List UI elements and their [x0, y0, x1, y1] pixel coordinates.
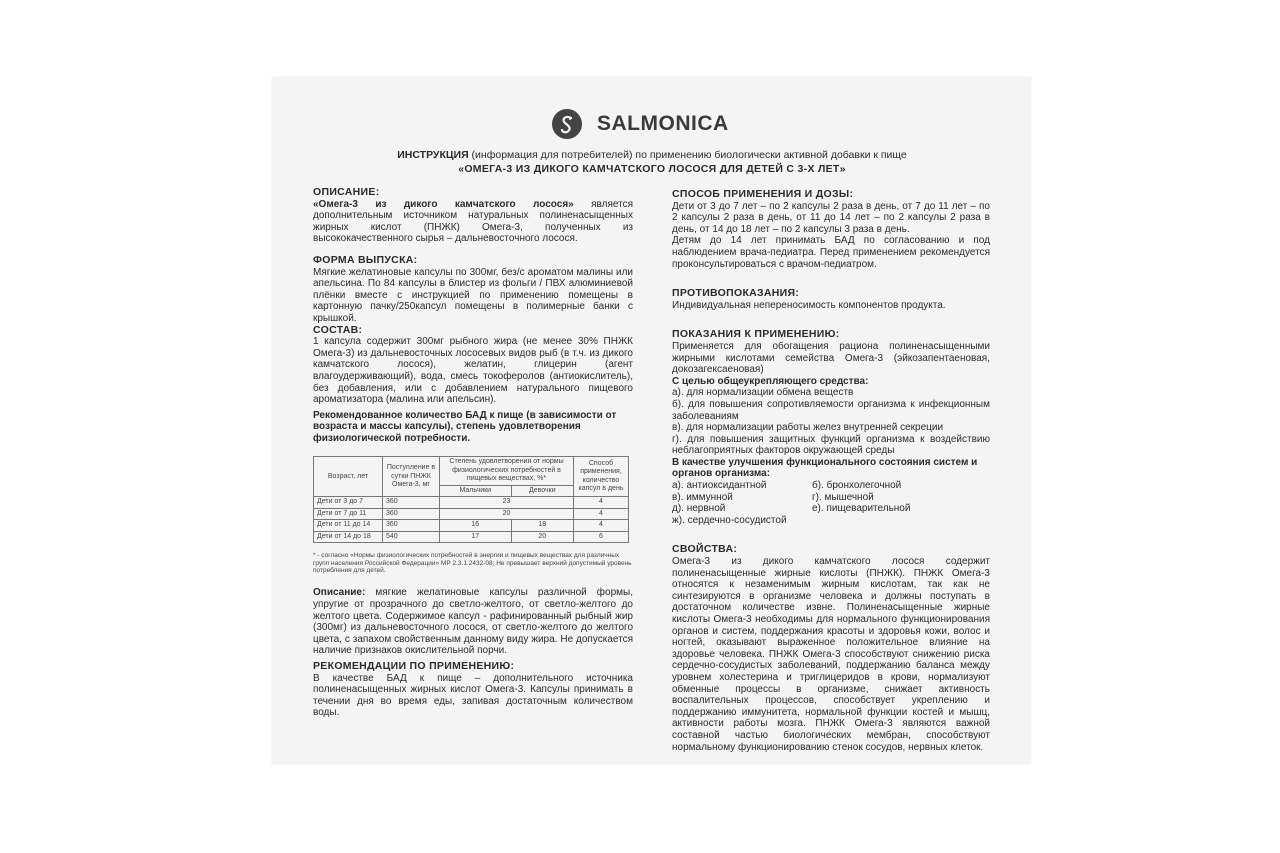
description-bold: «Омега-3 из дикого камчатского лосося» — [313, 198, 574, 210]
cell-girls: 20 — [511, 531, 573, 543]
recommended-heading: Рекомендованное количество БАД к пище (в зависимости от возраста и массы капсулы), степень удовлетворения физиологической потребности. — [313, 409, 617, 444]
description-rest: является дополнительным источником натуральных полиненасыщенных жирных кислот (ПНЖК) Омега-3, полученных из высококачественного сырья – дальневосточного лосося. — [313, 198, 633, 245]
capsule-description-rest: мягкие желатиновые капсулы различной формы, упругие от прозрачного до светло-желтого, от светло-желтого до желтого цвета. Содержимое капсул - рафинированный рыбный жир (300мг) из дальневосточного лосося, от светло-желтого до желтого цвета, с запахом свойственным данному виду жира. Не допускается наличие признаков окислительной порчи. — [313, 587, 633, 657]
cell-intake: 360 — [383, 520, 440, 532]
th-boys: Мальчики — [440, 485, 512, 497]
organ-row — [672, 492, 990, 504]
cell-percent: 20 — [440, 508, 574, 520]
salmonica-logo-icon — [552, 109, 582, 139]
cell-intake: 360 — [383, 497, 440, 509]
organ-item: в). иммунной — [672, 491, 733, 503]
organ-item: а). антиоксидантной — [672, 480, 767, 492]
organ-item: е). пищеварительной — [812, 503, 911, 515]
left-column — [313, 187, 633, 719]
header-rest: (информация для потребителей) по применению биологически активной добавки к пище — [468, 149, 907, 161]
list-item: в). для нормализации работы желез внутренней секреции — [672, 422, 944, 434]
recommendations-text: В качестве БАД к пище – дополнительного источника полиненасыщенных жирных кислот Омега-3. Капсулы принимать в течении дня во время еды, запивая достаточным количеством воды. — [313, 672, 633, 719]
th-degree: Степень удовлетворения от нормы физиологических потребностей в пищевых веществах, %* — [440, 457, 574, 486]
organ-row — [672, 480, 990, 492]
dose-table — [313, 456, 629, 543]
cell-percent: 23 — [440, 497, 574, 509]
brand-logo — [552, 108, 729, 140]
cell-age: Дети от 7 до 11 — [314, 508, 383, 520]
composition-title: СОСТАВ: — [313, 323, 363, 336]
cell-boys: 17 — [440, 531, 512, 543]
recommendations-title: РЕКОМЕНДАЦИИ ПО ПРИМЕНЕНИЮ: — [313, 660, 515, 673]
table-row — [314, 497, 629, 509]
cell-caps: 4 — [574, 520, 629, 532]
capsule-description-bold: Описание: — [313, 587, 366, 599]
cell-age: Дети от 3 до 7 — [314, 497, 383, 509]
organ-item: ж). сердечно-сосудистой — [672, 514, 787, 526]
header-bold: ИНСТРУКЦИЯ — [397, 149, 469, 161]
th-girls: Девочки — [511, 485, 573, 497]
organ-item: г). мышечной — [812, 491, 874, 503]
list-item: а). для нормализации обмена веществ — [672, 387, 854, 399]
cell-boys: 16 — [440, 520, 512, 532]
cell-caps: 6 — [574, 531, 629, 543]
th-age: Возраст, лет — [314, 457, 383, 497]
dose-title: СПОСОБ ПРИМЕНЕНИЯ И ДОЗЫ: — [672, 188, 854, 200]
dose-text: Дети от 3 до 7 лет – по 2 капсулы 2 раза в день, от 7 до 11 лет – по 2 капсулы 2 раза в день, от 11 до 14 лет – по 2 капсулы 2 раза в день, от 14 до 18 лет – по 2 капсулы 3 раза в день. — [672, 200, 990, 235]
instruction-sheet — [272, 77, 1031, 764]
table-row — [314, 531, 629, 543]
instruction-header — [312, 149, 992, 162]
indications-text: Применяется для обогащения рациона полиненасыщенными жирными кислотами семейства Омега-3 (эйкозапентаеновая, докозагексаеновая) — [672, 340, 990, 376]
indications-title: ПОКАЗАНИЯ К ПРИМЕНЕНИЮ: — [672, 328, 840, 341]
organ-row — [672, 503, 990, 515]
indications-sub1: С целью общеукрепляющего средства: — [672, 375, 869, 387]
organ-item: б). бронхолегочной — [812, 480, 902, 492]
table-row — [314, 520, 629, 532]
cell-intake: 540 — [383, 531, 440, 543]
brand-name: SALMONICA — [597, 112, 729, 135]
organ-row — [672, 515, 990, 527]
list-item: б). для повышения сопротивляемости организма к инфекционным заболеваниям — [672, 398, 990, 422]
capsule-description — [313, 587, 633, 657]
contraindications-title: ПРОТИВОПОКАЗАНИЯ: — [672, 287, 800, 300]
table-footnote: * - согласно «Нормы физиологических потребностей в энергии и пищевых веществах для различных групп населения Российской Федерации» МР 2.3.1.2432-08; Не превышает верхний допустимый уровень потребления для детей. — [313, 552, 632, 575]
cell-caps: 4 — [574, 497, 629, 509]
cell-intake: 360 — [383, 508, 440, 520]
th-method: Способ применения, количество капсул в день — [574, 457, 629, 497]
table-row — [314, 508, 629, 520]
organ-item: д). нервной — [672, 503, 726, 515]
properties-text: Омега-3 из дикого камчатского лосося содержит полиненасыщенные жирные кислоты (ПНЖК). ПНЖК Омега-3 относятся к незаменимым жирным кислотам, так как не синтезируются в организме человека и должны поступать в достаточном количестве извне. Полиненасыщенные жирные кислоты Омега-3 необходимы для нормального функционирования органов и систем, поддержания красоты и здоровья кожи, волос и ногтей, оказывают выраженное положительное влияние на здоровье человека. ПНЖК Омега-3 способствуют снижению риска сердечно-сосудистых заболеваний, поддержанию баланса между уровнем холестерина и триглицеридов в крови, нормализуют обменные процессы в организме, снижает активность воспалительных процессов, способствует укреплению и поддержанию иммунитета, нормальной функции костей и мышц, активности работы мозга. ПНЖК Омега-3 являются важной составной частью биологических мембран, способствуют нормальному функционированию стенок сосудов, нервных клеток. — [672, 556, 990, 753]
list-item: г). для повышения защитных функций организма к воздействию неблагоприятных факторов окружающей среды — [672, 433, 990, 457]
form-title: ФОРМА ВЫПУСКА: — [313, 253, 418, 266]
cell-age: Дети от 11 до 14 — [314, 520, 383, 532]
right-column — [672, 189, 990, 753]
properties-title: СВОЙСТВА: — [672, 543, 738, 556]
description-title: ОПИСАНИЕ: — [313, 186, 380, 198]
th-intake: Поступление в сутки ПНЖК Омега-3, мг — [383, 457, 440, 497]
cell-girls: 18 — [511, 520, 573, 532]
contraindications-text: Индивидуальная непереносимость компонентов продукта. — [672, 299, 946, 311]
cell-age: Дети от 14 до 18 — [314, 531, 383, 543]
composition-text: 1 капсула содержит 300мг рыбного жира (не менее 30% ПНЖК Омега-3) из дальневосточных лососевых видов рыб (в т.ч. из дикого камчатского лосося), желатин, глицерин (агент влагоудерживающий), вода, смесь токоферолов (антиокислитель), без добавления, или с добавлением натурального пищевого ароматизатора (малина или апельсин). — [313, 336, 633, 406]
form-text: Мягкие желатиновые капсулы по 300мг, без/с ароматом малины или апельсина. По 84 капсулы в блистер из фольги / ПВХ алюминиевой плёнки вместе с инструкцией по применению помещены в картонную пачку/250капсул помещены в полимерные банки с крышкой. — [313, 266, 633, 324]
product-title: «ОМЕГА-3 ИЗ ДИКОГО КАМЧАТСКОГО ЛОСОСЯ ДЛЯ ДЕТЕЙ С 3-Х ЛЕТ» — [458, 163, 846, 175]
dose-note: Детям до 14 лет принимать БАД по согласованию и под наблюдением врача-педиатра. Перед применением рекомендуется проконсультироваться с врачом-педиатром. — [672, 235, 990, 270]
indications-sub2: В качестве улучшения функционального состояния систем и органов организма: — [672, 456, 978, 480]
description-text — [313, 199, 633, 245]
cell-caps: 4 — [574, 508, 629, 520]
